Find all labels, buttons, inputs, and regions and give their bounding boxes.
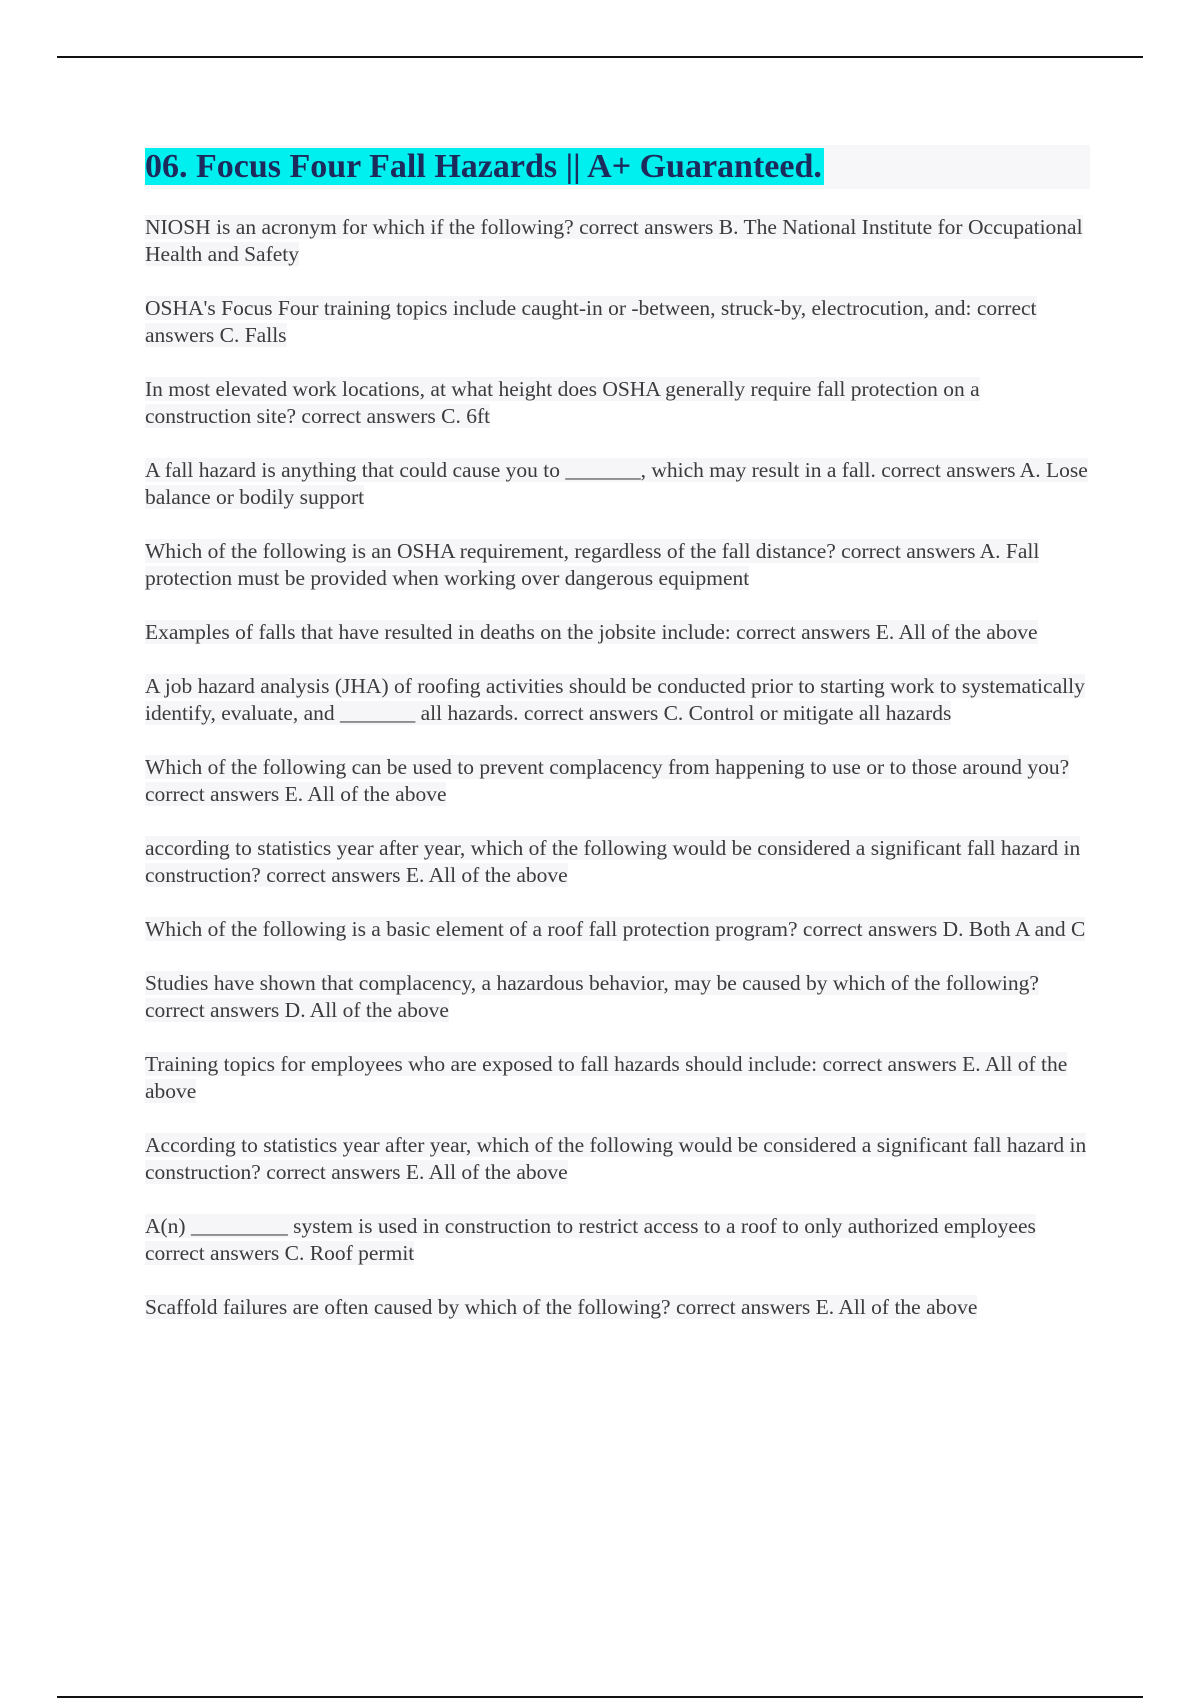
qa-item-4: A fall hazard is anything that could cause you to _______, which may result in a fall. correct answers A. Lose balance or bodily support [145,458,1088,509]
qa-item-3: In most elevated work locations, at what height does OSHA generally require fall protection on a construction site? correct answers C. 6ft [145,377,980,428]
qa-item-15: Scaffold failures are often caused by which of the following? correct answers E. All of the above [145,1295,978,1319]
qa-item-5: Which of the following is an OSHA requirement, regardless of the fall distance? correct answers A. Fall protection must be provided when working over dangerous equipment [145,539,1040,590]
qa-item-2: OSHA's Focus Four training topics include caught-in or -between, struck-by, electrocution, and: correct answers C. Falls [145,296,1037,347]
qa-item-14: A(n) _________ system is used in construction to restrict access to a roof to only authorized employees correct answers C. Roof permit [145,1214,1036,1265]
qa-item-10: Which of the following is a basic element of a roof fall protection program? correct answers D. Both A and C [145,917,1086,941]
document-title-text: 06. Focus Four Fall Hazards || A+ Guaranteed. [145,148,822,185]
qa-item-9: according to statistics year after year, which of the following would be considered a significant fall hazard in construction? correct answers E. All of the above [145,836,1081,887]
qa-item-11: Studies have shown that complacency, a hazardous behavior, may be caused by which of the following? correct answers D. All of the above [145,971,1039,1022]
qa-item-1: NIOSH is an acronym for which if the following? correct answers B. The National Institute for Occupational Health and Safety [145,215,1083,266]
qa-item-6: Examples of falls that have resulted in deaths on the jobsite include: correct answers E. All of the above [145,620,1038,644]
top-rule [57,56,1143,58]
qa-item-13: According to statistics year after year, which of the following would be considered a significant fall hazard in construction? correct answers E. All of the above [145,1133,1087,1184]
qa-item-7: A job hazard analysis (JHA) of roofing activities should be conducted prior to starting work to systematically identify, evaluate, and _______ all hazards. correct answers C. Control or mitigate all hazards [145,674,1085,725]
bottom-rule [57,1696,1143,1698]
qa-item-8: Which of the following can be used to prevent complacency from happening to use or to those around you? correct answers E. All of the above [145,755,1070,806]
qa-list [145,214,1090,1348]
document-title [145,145,826,189]
qa-item-12: Training topics for employees who are exposed to fall hazards should include: correct answers E. All of the above [145,1052,1068,1103]
